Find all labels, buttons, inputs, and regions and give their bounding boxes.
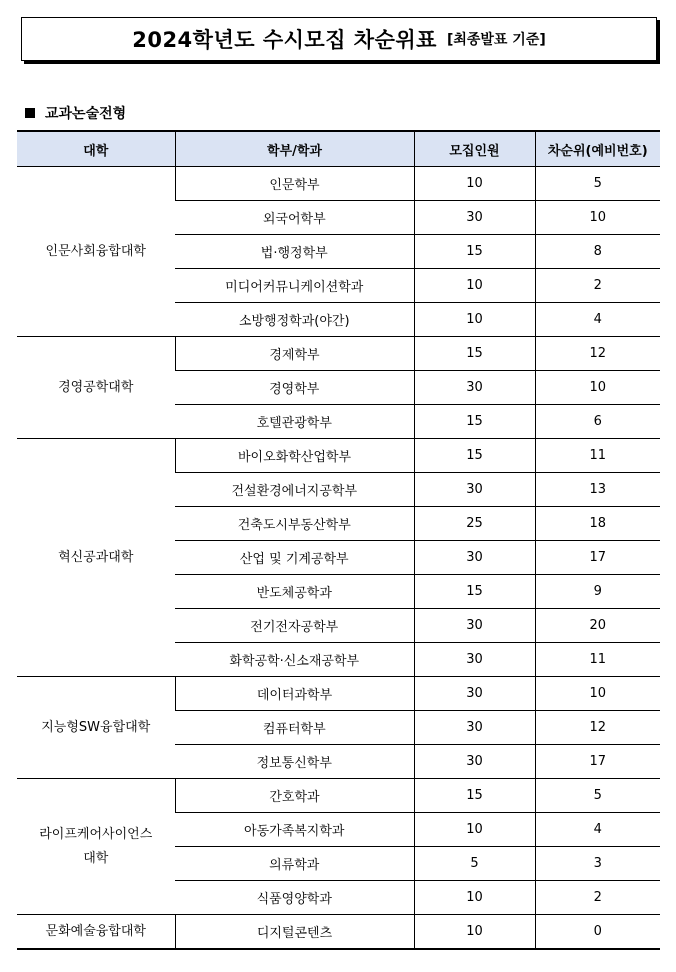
quota-cell: 10 [414,813,535,847]
college-group [17,167,660,337]
quota-cell: 30 [414,643,535,677]
department-cell: 경제학부 [175,337,414,371]
waitlist-rank-cell: 8 [535,235,660,269]
quota-cell: 10 [414,303,535,337]
waitlist-rank-cell: 12 [535,711,660,745]
waitlist-rank-cell: 13 [535,473,660,507]
department-cell: 건축도시부동산학부 [175,507,414,541]
department-cell: 소방행정학과(야간) [175,303,414,337]
quota-cell: 30 [414,473,535,507]
college-group [17,779,660,915]
waitlist-rank-cell: 17 [535,745,660,779]
department-cell: 바이오화학산업학부 [175,439,414,473]
quota-cell: 30 [414,609,535,643]
department-cell: 반도체공학과 [175,575,414,609]
table-row [17,915,660,950]
quota-cell: 30 [414,201,535,235]
department-cell: 정보통신학부 [175,745,414,779]
quota-cell: 30 [414,541,535,575]
header-waitlist-rank: 차순위(예비번호) [535,131,660,167]
quota-cell: 10 [414,881,535,915]
department-cell: 디지털콘텐츠 [175,915,414,950]
quota-cell: 15 [414,439,535,473]
quota-cell: 15 [414,405,535,439]
college-group [17,439,660,677]
college-cell: 경영공학대학 [17,337,175,439]
quota-cell: 10 [414,915,535,950]
waitlist-rank-cell: 10 [535,371,660,405]
waitlist-rank-cell: 4 [535,813,660,847]
department-cell: 건설환경에너지공학부 [175,473,414,507]
department-cell: 컴퓨터학부 [175,711,414,745]
table-row [17,337,660,371]
college-cell: 혁신공과대학 [17,439,175,677]
table-header [17,131,660,167]
college-group [17,915,660,950]
department-cell: 화학공학·신소재공학부 [175,643,414,677]
quota-cell: 30 [414,371,535,405]
department-cell: 미디어커뮤니케이션학과 [175,269,414,303]
section-heading [25,103,126,123]
quota-cell: 30 [414,711,535,745]
square-bullet-icon [25,108,35,118]
quota-cell: 30 [414,745,535,779]
quota-cell: 15 [414,337,535,371]
waitlist-rank-cell: 6 [535,405,660,439]
results-table [17,130,660,950]
department-cell: 아동가족복지학과 [175,813,414,847]
table-row [17,779,660,813]
quota-cell: 15 [414,575,535,609]
waitlist-rank-cell: 2 [535,269,660,303]
department-cell: 데이터과학부 [175,677,414,711]
department-cell: 인문학부 [175,167,414,201]
section-heading-label: 교과논술전형 [45,106,127,122]
department-cell: 외국어학부 [175,201,414,235]
header-quota: 모집인원 [414,131,535,167]
department-cell: 전기전자공학부 [175,609,414,643]
quota-cell: 15 [414,235,535,269]
college-cell: 문화예술융합대학 [17,915,175,950]
waitlist-rank-cell: 3 [535,847,660,881]
waitlist-rank-cell: 12 [535,337,660,371]
college-group [17,677,660,779]
quota-cell: 30 [414,677,535,711]
quota-cell: 5 [414,847,535,881]
waitlist-rank-cell: 10 [535,201,660,235]
waitlist-rank-cell: 9 [535,575,660,609]
table-row [17,167,660,201]
header-row [17,131,660,167]
quota-cell: 15 [414,779,535,813]
table-row [17,677,660,711]
waitlist-rank-cell: 11 [535,439,660,473]
page-title-box [21,17,657,61]
department-cell: 호텔관광학부 [175,405,414,439]
college-group [17,337,660,439]
department-cell: 간호학과 [175,779,414,813]
waitlist-rank-cell: 4 [535,303,660,337]
department-cell: 의류학과 [175,847,414,881]
table-row [17,439,660,473]
waitlist-rank-cell: 18 [535,507,660,541]
department-cell: 식품영양학과 [175,881,414,915]
quota-cell: 10 [414,269,535,303]
college-cell: 라이프케어사이언스 대학 [17,779,175,915]
waitlist-rank-cell: 0 [535,915,660,950]
college-cell: 지능형SW융합대학 [17,677,175,779]
department-cell: 법·행정학부 [175,235,414,269]
waitlist-rank-cell: 10 [535,677,660,711]
header-college: 대학 [17,131,175,167]
department-cell: 경영학부 [175,371,414,405]
college-cell: 인문사회융합대학 [17,167,175,337]
waitlist-rank-cell: 5 [535,779,660,813]
waitlist-rank-cell: 11 [535,643,660,677]
waitlist-rank-cell: 2 [535,881,660,915]
waitlist-rank-cell: 17 [535,541,660,575]
quota-cell: 25 [414,507,535,541]
waitlist-rank-cell: 5 [535,167,660,201]
page-subtitle: [최종발표 기준] [446,32,546,48]
department-cell: 산업 및 기계공학부 [175,541,414,575]
waitlist-rank-cell: 20 [535,609,660,643]
page-title: 2024학년도 수시모집 차순위표 [132,28,437,52]
quota-cell: 10 [414,167,535,201]
header-department: 학부/학과 [175,131,414,167]
